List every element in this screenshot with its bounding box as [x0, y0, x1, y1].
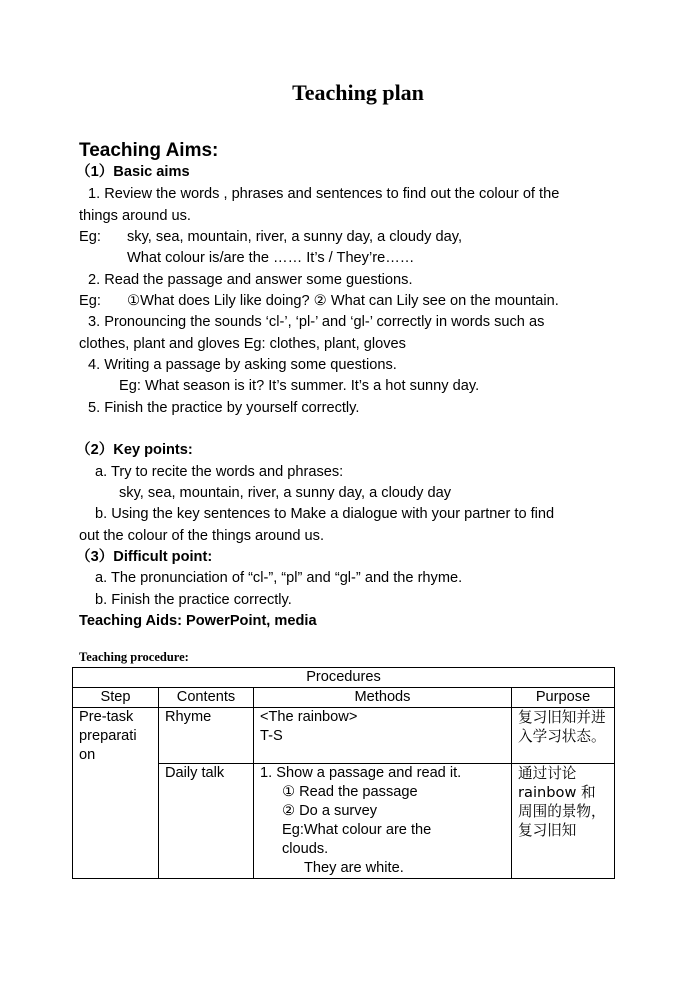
difficult-point-heading: （3）Difficult point:	[76, 549, 213, 565]
basic-aim-3-line1: 3. Pronouncing the sounds ‘cl-’, ‘pl-’ and ‘gl-’ correctly in words such as	[88, 314, 545, 330]
teaching-aims-heading: Teaching Aims:	[79, 140, 219, 161]
procedure-table	[72, 667, 615, 879]
methods-line: They are white.	[304, 860, 404, 876]
key-point-b-line1: b. Using the key sentences to Make a dialogue with your partner to find	[95, 506, 555, 522]
methods-line: clouds.	[282, 841, 329, 857]
methods-line: 1. Show a passage and read it.	[260, 765, 462, 781]
basic-aim-2: 2. Read the passage and answer some guestions.	[88, 272, 413, 288]
methods-line: <The rainbow>	[260, 709, 358, 725]
methods-line: ② Do a survey	[282, 803, 378, 819]
basic-aim-1-eg-label: Eg:	[79, 229, 101, 245]
basic-aim-5: 5. Finish the practice by yourself correctly.	[88, 400, 360, 416]
basic-aims-heading: （1）Basic aims	[76, 164, 190, 180]
column-header-purpose: Purpose	[512, 688, 615, 708]
basic-aim-3-line2: clothes, plant and gloves Eg: clothes, plant, gloves	[79, 336, 406, 352]
contents-cell: Daily talk	[159, 764, 254, 879]
purpose-cell: 通过讨论 rainbow 和周围的景物，复习旧知	[512, 764, 615, 879]
purpose-cell: 复习旧知并进入学习状态。	[512, 708, 615, 764]
column-header-contents: Contents	[159, 688, 254, 708]
key-point-a: a. Try to recite the words and phrases:	[95, 464, 344, 480]
methods-cell	[254, 708, 512, 764]
table-row	[73, 708, 615, 764]
difficult-point-a: a. The pronunciation of “cl-”, “pl” and “gl-” and the rhyme.	[95, 570, 463, 586]
teaching-aids: Teaching Aids: PowerPoint, media	[79, 613, 317, 629]
methods-line: T-S	[260, 728, 283, 744]
difficult-point-b: b. Finish the practice correctly.	[95, 592, 292, 608]
column-header-step: Step	[73, 688, 159, 708]
basic-aim-4: 4. Writing a passage by asking some questions.	[88, 357, 397, 373]
basic-aim-2-eg-label: Eg:	[79, 293, 101, 309]
basic-aim-1-eg-line1: sky, sea, mountain, river, a sunny day, a cloudy day,	[127, 229, 463, 245]
basic-aim-1-line2: things around us.	[79, 208, 191, 224]
basic-aim-2-eg: ①What does Lily like doing? ② What can Lily see on the mountain.	[127, 293, 559, 309]
contents-cell: Rhyme	[159, 708, 254, 764]
methods-cell	[254, 764, 512, 879]
column-header-methods: Methods	[254, 688, 512, 708]
key-point-b-line2: out the colour of the things around us.	[79, 528, 325, 544]
methods-line: Eg:What colour are the	[282, 822, 432, 838]
basic-aim-1-line1: 1. Review the words , phrases and sentences to find out the colour of the	[88, 186, 560, 202]
teaching-procedure-heading: Teaching procedure:	[79, 650, 189, 664]
page-title: Teaching plan	[292, 80, 424, 105]
key-points-heading: （2）Key points:	[76, 442, 193, 458]
step-cell: Pre-task preparati on	[73, 708, 159, 879]
key-point-a-words: sky, sea, mountain, river, a sunny day, a cloudy day	[119, 485, 452, 501]
basic-aim-4-eg: Eg: What season is it? It’s summer. It’s a hot sunny day.	[119, 378, 480, 394]
procedures-title-cell: Procedures	[73, 668, 615, 688]
methods-line: ① Read the passage	[282, 784, 418, 800]
basic-aim-1-eg-line2: What colour is/are the …… It’s / They’re……	[127, 250, 415, 266]
